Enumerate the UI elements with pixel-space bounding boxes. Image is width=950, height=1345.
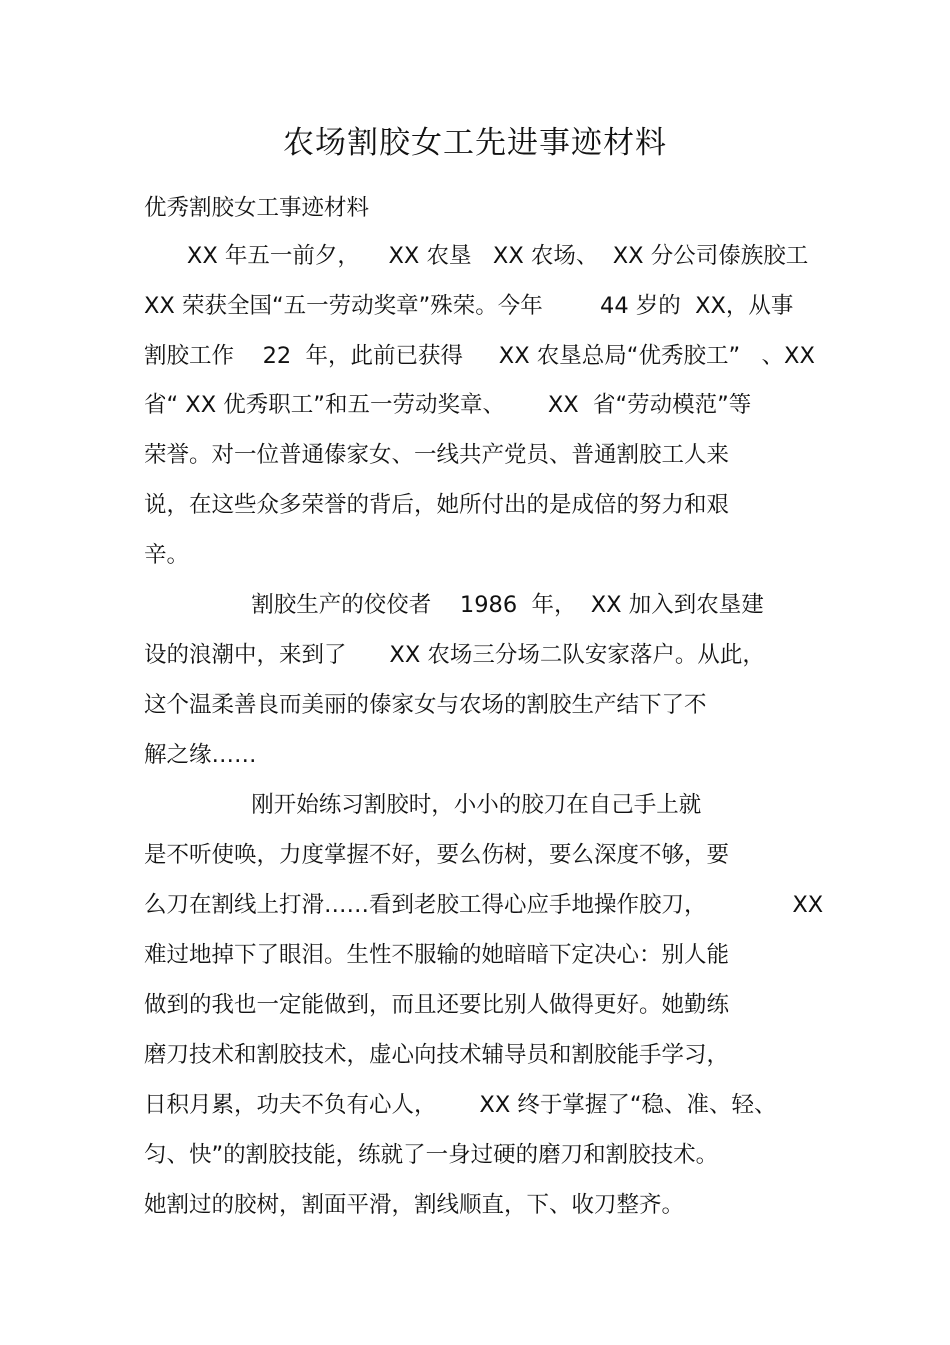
body-line-7: 辛。 [144, 542, 190, 568]
body-line-4: 省“ XX 优秀职工”和五一劳动奖章、 XX 省“劳动模范”等 [144, 392, 752, 418]
document-subtitle: 优秀割胶女工事迹材料 [144, 195, 370, 221]
body-line-15: 难过地掉下了眼泪。生性不服输的她暗暗下定决心：别人能 [144, 942, 730, 968]
body-line-9: 设的浪潮中，来到了 XX 农场三分场二队安家落户。从此， [144, 642, 765, 668]
body-line-10: 这个温柔善良而美丽的傣家女与农场的割胶生产结下了不 [144, 692, 707, 718]
body-line-2: XX 荣获全国“五一劳动奖章”殊荣。今年 44 岁的 XX，从事 [144, 293, 794, 319]
body-line-13: 是不听使唤，力度掌握不好，要么伤树，要么深度不够，要 [144, 842, 730, 868]
body-line-20: 她割过的胶树，割面平滑，割线顺直，下、收刀整齐。 [144, 1192, 685, 1218]
body-line-8: 割胶生产的佼佼者 1986 年， XX 加入到农垦建 [144, 592, 764, 618]
body-line-12: 刚开始练习割胶时，小小的胶刀在自己手上就 [144, 792, 702, 818]
body-line-3: 割胶工作 22 年，此前已获得 XX 农垦总局“优秀胶工” 、XX [144, 343, 815, 369]
document-title: 农场割胶女工先进事迹材料 [283, 125, 667, 161]
body-line-17: 磨刀技术和割胶技术，虚心向技术辅导员和割胶能手学习， [144, 1042, 730, 1068]
body-line-11: 解之缘…… [144, 742, 257, 768]
body-line-18: 日积月累，功夫不负有心人， XX 终于掌握了“稳、准、轻、 [144, 1092, 777, 1118]
body-line-6: 说，在这些众多荣誉的背后，她所付出的是成倍的努力和艰 [144, 492, 730, 518]
body-line-16: 做到的我也一定能做到，而且还要比别人做得更好。她勤练 [144, 992, 730, 1018]
body-line-1: XX 年五一前夕， XX 农垦 XX 农场、 XX 分公司傣族胶工 [144, 243, 809, 269]
body-line-14: 么刀在割线上打滑……看到老胶工得心应手地操作胶刀， XX [144, 892, 824, 918]
body-line-5: 荣誉。对一位普通傣家女、一线共产党员、普通割胶工人来 [144, 442, 730, 468]
body-line-19: 匀、快”的割胶技能，练就了一身过硬的磨刀和割胶技术。 [144, 1142, 719, 1168]
